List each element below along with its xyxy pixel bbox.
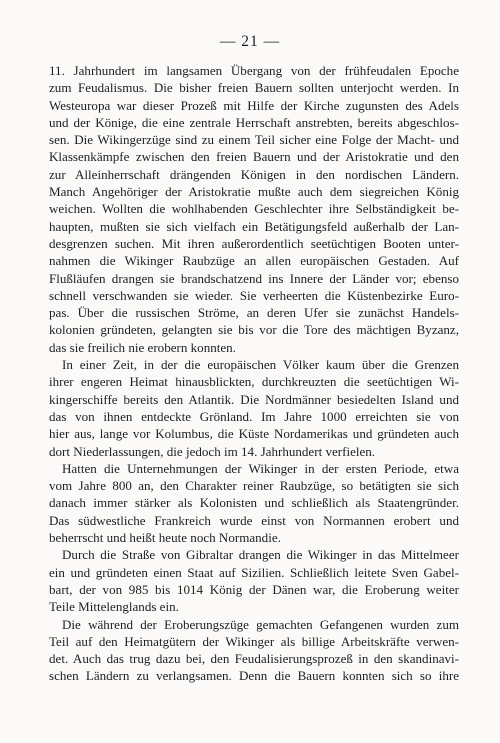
text-line: zur Alleinherrschaft drängenden Königen in den nordischen Ländern. (49, 166, 459, 182)
text-line: sen. Die Wikingerzüge sind zu einem Teil sicher eine Folge der Macht- und (49, 132, 459, 148)
text-line: Manch Angehöriger der Aristokratie mußte auch dem siegreichen König (49, 184, 459, 200)
text-line: weichen. Wollten die wohlhabenden Geschlechter ihre Selbständigkeit be- (49, 201, 459, 217)
text-line: danach immer stärker als Kolonisten und schließlich als Staatengründer. (49, 495, 459, 511)
text-line: bart, der von 985 bis 1014 König der Dänen war, die Eroberung weiter (49, 581, 459, 597)
paragraph (49, 356, 459, 460)
text-line: Flußläufen drangen sie brandschatzend ins Innere der Länder vor; ebenso (49, 270, 459, 286)
text-line: Teil auf den Heimatgütern der Wikinger als billige Arbeitskräfte verwen- (49, 633, 459, 649)
text-line: desgrenzen suchen. Mit ihren außerordentlich seetüchtigen Booten unter- (49, 235, 459, 251)
text-line: pas. Über die russischen Ströme, an deren Ufer sie zunächst Handels- (49, 305, 459, 321)
text-line: und der Könige, die eine zentrale Herrschaft anstrebten, bereits abgeschlos- (49, 114, 459, 130)
text-line: dort Niederlassungen, die jedoch im 14. Jahrhundert verfielen. (49, 443, 376, 459)
text-line: Klassenkämpfe zwischen den freien Bauern und der Aristokratie und den (49, 149, 459, 165)
text-line: beherrscht und heißt heute noch Normandie. (49, 530, 281, 546)
text-line: Das südwestliche Frankreich wurde einst von Normannen erobert und (49, 512, 459, 528)
page-number: — 21 — (219, 33, 281, 50)
paragraph (49, 62, 459, 356)
paragraph (49, 546, 459, 615)
text-line: vom Jahre 800 an, den Charakter reiner Raubzüge, so betätigten sie sich (49, 478, 459, 494)
paragraph (49, 616, 459, 685)
text-line: hier aus, lange vor Kolumbus, die Küste Nordamerikas und gründeten auch (49, 426, 459, 442)
text-line: ihrer engeren Heimat hinausblickten, durchkreuzten die seetüchtigen Wi- (49, 374, 459, 390)
text-line: kingerschiffe bereits den Atlantik. Die Nordmänner besiedelten Island und (49, 391, 459, 407)
text-line: Durch die Straße von Gibraltar drangen die Wikinger in das Mittelmeer (62, 547, 459, 563)
text-line: das von ihnen entdeckte Grönland. Im Jahre 1000 erreichten sie von (49, 408, 459, 424)
text-line: In einer Zeit, in der die europäischen Völker kaum über die Grenzen (62, 357, 459, 373)
text-line: das sie freilich nie erobern konnten. (49, 339, 236, 355)
text-line: haupten, mußten sie sich vielfach ein Betätigungsfeld außerhalb der Lan- (49, 218, 459, 234)
text-line: kolonien gründeten, gelangten sie bis vor die Tore des mächtigen Byzanz, (49, 322, 459, 338)
text-line: 11. Jahrhundert im langsamen Übergang von der frühfeudalen Epoche (49, 63, 459, 78)
text-line: schen Ländern zu verlangsamen. Denn die Bauern konnten sich so ihre (49, 668, 459, 684)
text-line: zum Feudalismus. Die bisher freien Bauern sollten unterjocht werden. In (49, 80, 459, 96)
text-line: ein und gründeten einen Staat auf Sizilien. Schließlich leitete Sven Gabel- (49, 564, 459, 580)
text-line: nahmen die Wikinger Raubzüge an allen europäischen Gestaden. Auf (49, 253, 459, 269)
text-line: det. Auch das trug dazu bei, den Feudalisierungsprozeß in den skandinavi- (49, 651, 459, 667)
text-line: Hatten die Unternehmungen der Wikinger in der ersten Periode, etwa (62, 460, 459, 476)
text-line: Teile Mittelenglands ein. (49, 599, 179, 615)
paragraph (49, 460, 459, 546)
body-text (49, 62, 459, 685)
text-line: Die während der Eroberungszüge gemachten Gefangenen wurden zum (62, 616, 459, 632)
text-line: schnell verschwanden sie wieder. Sie verheerten die Küstenbezirke Euro- (49, 287, 459, 303)
text-line: Westeuropa war dieser Prozeß mit Hilfe der Kirche zugunsten des Adels (49, 97, 459, 113)
